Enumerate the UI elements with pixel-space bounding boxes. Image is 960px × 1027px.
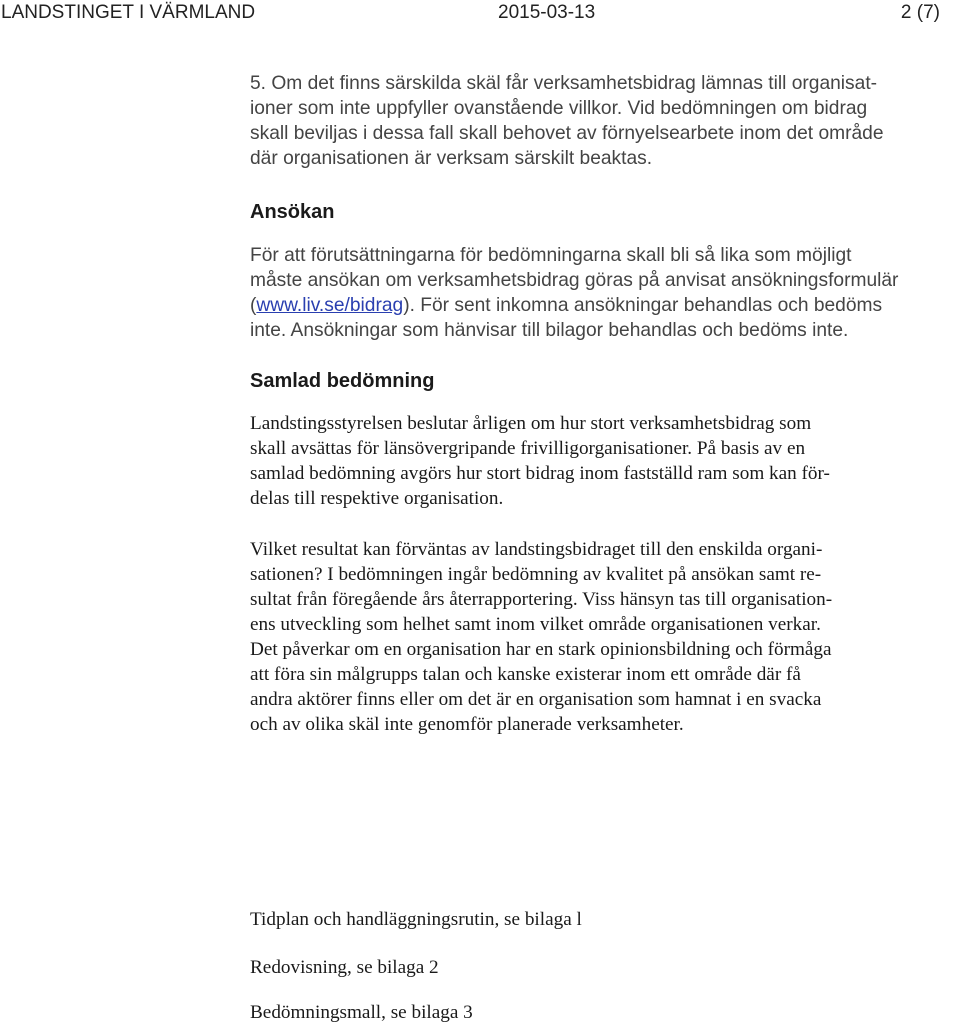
text-line: andra aktörer finns eller om det är en organisation som hamnat i en svacka bbox=[250, 689, 822, 710]
samlad-bedomning-heading: Samlad bedömning bbox=[250, 370, 435, 392]
appendix-reference: Tidplan och handläggningsrutin, se bilaga l bbox=[250, 909, 582, 930]
text-line: sultat från föregående års återrapportering. Viss hänsyn tas till organisation- bbox=[250, 589, 833, 610]
text-line: att föra sin målgrupps talan och kanske existerar inom ett område där få bbox=[250, 664, 801, 685]
text-line: ioner som inte uppfyller ovanstående villkor. Vid bedömningen om bidrag bbox=[250, 98, 868, 119]
ansokan-heading: Ansökan bbox=[250, 201, 335, 223]
page-header bbox=[0, 2, 960, 28]
text-line: delas till respektive organisation. bbox=[250, 488, 504, 509]
text-line: måste ansökan om verksamhetsbidrag göras på anvisat ansökningsformulär bbox=[250, 270, 899, 291]
samlad-paragraph-2 bbox=[250, 537, 960, 737]
text-line: ens utveckling som helhet samt inom vilket område organisationen verkar. bbox=[250, 614, 821, 635]
header-date: 2015-03-13 bbox=[498, 2, 596, 23]
text-line: sationen? I bedömningen ingår bedömning av kvalitet på ansökan samt re- bbox=[250, 564, 822, 585]
samlad-paragraph-1 bbox=[250, 411, 960, 511]
text-line: Det påverkar om en organisation har en stark opinionsbildning och förmåga bbox=[250, 639, 832, 660]
text-line: där organisationen är verksam särskilt beaktas. bbox=[250, 148, 653, 169]
text-line: Vilket resultat kan förväntas av landstingsbidraget till den enskilda organi- bbox=[250, 539, 823, 560]
header-organization: LANDSTINGET I VÄRMLAND bbox=[1, 2, 256, 23]
ansokan-paragraph bbox=[250, 243, 960, 343]
text-line: Landstingsstyrelsen beslutar årligen om hur stort verksamhetsbidrag som bbox=[250, 413, 812, 434]
header-page-number: 2 (7) bbox=[900, 2, 940, 23]
text-line: skall avsättas för länsövergripande frivilligorganisationer. På basis av en bbox=[250, 438, 806, 459]
text-line: och av olika skäl inte genomför planerade verksamheter. bbox=[250, 714, 684, 735]
text-fragment: ). För sent inkomna ansökningar behandlas och bedöms bbox=[403, 295, 883, 316]
text-line: 5. Om det finns särskilda skäl får verksamhetsbidrag lämnas till organisat- bbox=[250, 73, 878, 94]
appendix-reference: Redovisning, se bilaga 2 bbox=[250, 957, 439, 978]
text-line: skall beviljas i dessa fall skall behovet av förnyelsearbete inom det område bbox=[250, 123, 884, 144]
text-line: inte. Ansökningar som hänvisar till bilagor behandlas och bedöms inte. bbox=[250, 320, 849, 341]
text-line bbox=[250, 293, 960, 318]
appendix-reference: Bedömningsmall, se bilaga 3 bbox=[250, 1002, 473, 1023]
text-line: samlad bedömning avgörs hur stort bidrag inom fastställd ram som kan för- bbox=[250, 463, 830, 484]
text-fragment: ( bbox=[250, 295, 257, 316]
text-line: För att förutsättningarna för bedömningarna skall bli så lika som möjligt bbox=[250, 245, 852, 266]
section-5-paragraph bbox=[250, 71, 960, 171]
bidrag-link[interactable]: www.liv.se/bidrag bbox=[256, 295, 404, 316]
